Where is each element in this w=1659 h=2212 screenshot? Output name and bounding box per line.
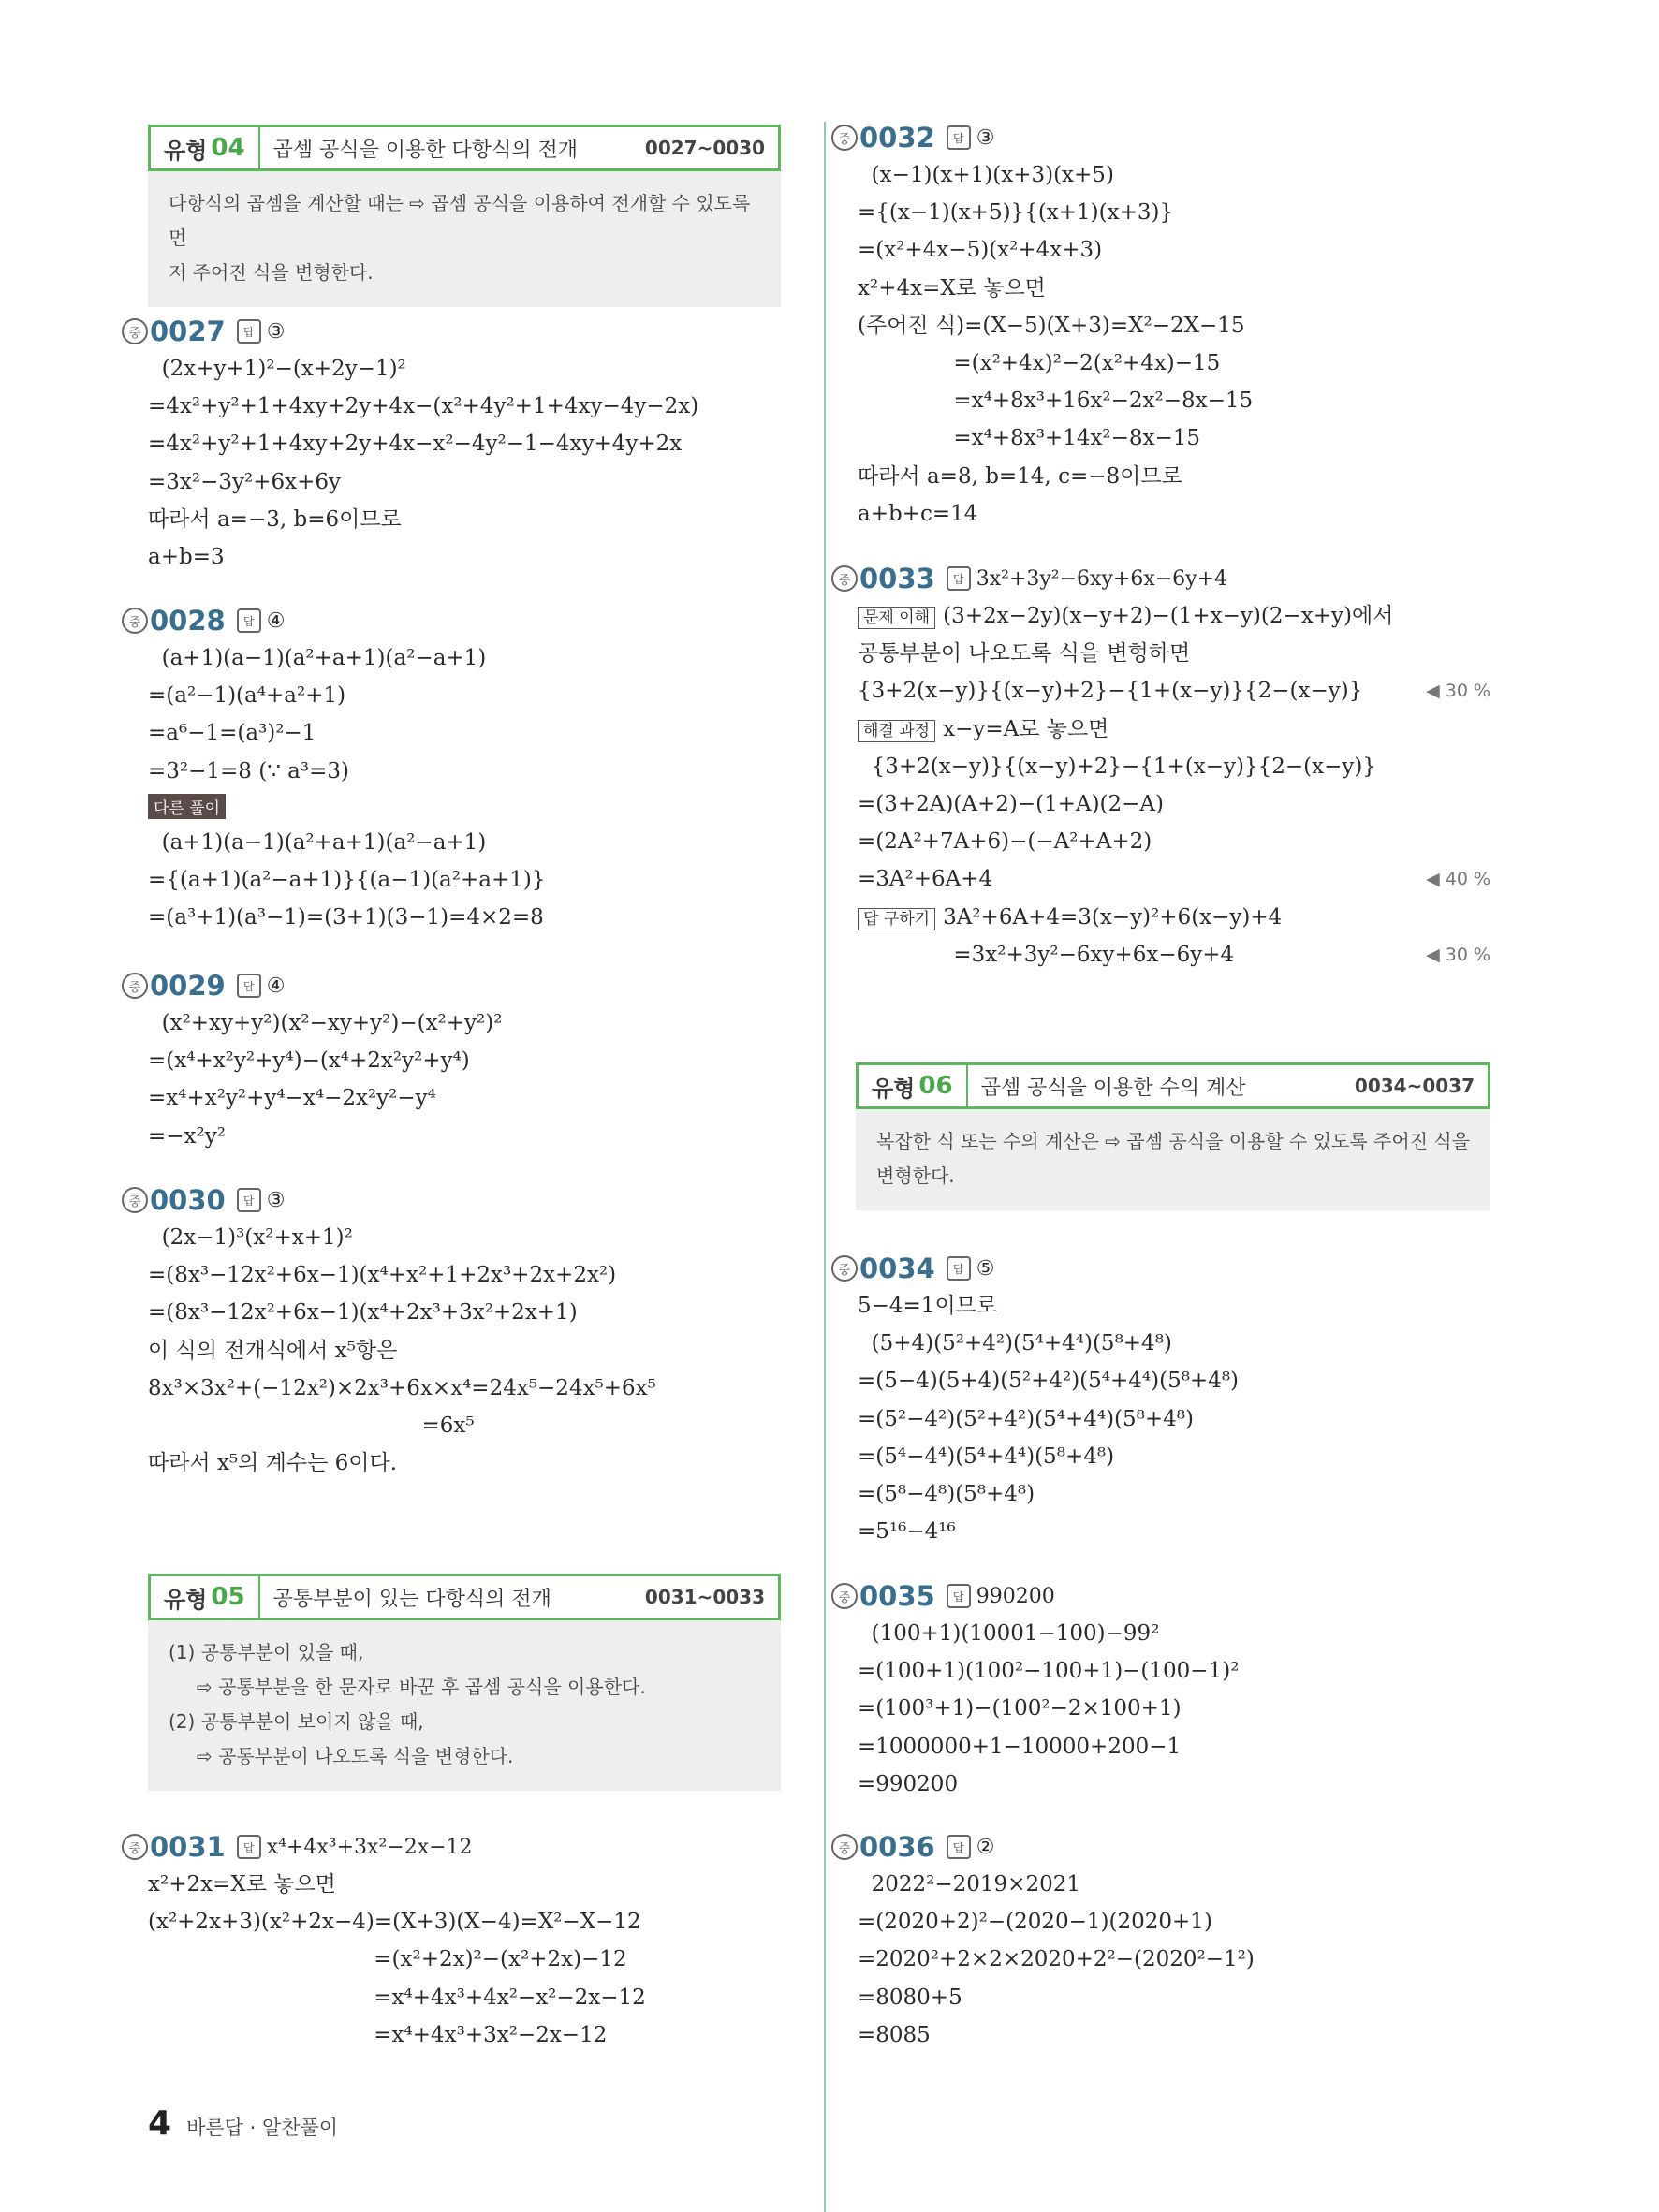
answer-value: ③	[976, 125, 995, 150]
type-06-header	[856, 1062, 1490, 1109]
problem-0027	[122, 313, 796, 576]
solution-line: 따라서 x⁵의 계수는 6이다.	[148, 1451, 398, 1476]
solution-line: =6x⁵	[148, 1414, 475, 1439]
problem-header	[831, 560, 1490, 597]
solution-line: (x−1)(x+1)(x+3)(x+5)	[858, 163, 1114, 187]
solution-line: =(a²−1)(a⁴+a²+1)	[148, 683, 346, 709]
score-percent: ◀ 30 %	[1426, 681, 1490, 702]
solution-line: 8x³×3x²+(−12x²)×2x³+6x×x⁴=24x⁵−24x⁵+6x⁵	[148, 1375, 656, 1400]
solution-line: 3A²+6A+4=3(x−y)²+6(x−y)+4	[943, 904, 1283, 930]
type-number: 06	[918, 1072, 953, 1100]
solution-line: =(8x³−12x²+6x−1)(x⁴+2x³+3x²+2x+1)	[148, 1300, 578, 1326]
solution-line: =a⁶−1=(a³)²−1	[148, 721, 316, 746]
type-04-description	[148, 171, 781, 307]
problem-number: 0036	[859, 1831, 935, 1863]
desc-line: 저 주어진 식을 변형한다.	[169, 261, 374, 284]
solution-line: =(5−4)(5+4)(5²+4²)(5⁴+4⁴)(5⁸+4⁸)	[858, 1369, 1240, 1394]
solution-line: {3+2(x−y)}{(x−y)+2}−{1+(x−y)}{2−(x−y)}	[858, 754, 1376, 779]
solution-line: 따라서 a=−3, b=6이므로	[148, 506, 402, 532]
solution-line: =4x²+y²+1+4xy+2y+4x−x²−4y²−1−4xy+4y+2x	[148, 432, 683, 457]
solution-line: {3+2(x−y)}{(x−y)+2}−{1+(x−y)}{2−(x−y)}	[858, 679, 1363, 704]
page-footer	[148, 2104, 338, 2143]
type-label: 유형	[164, 137, 208, 164]
problem-header	[831, 1250, 1505, 1287]
type-range: 0034~0037	[1354, 1075, 1475, 1097]
solution-line: (2x+y+1)²−(x+2y−1)²	[148, 357, 406, 381]
solution-line: ={(a+1)(a²−a+1)}{(a−1)(a²+a+1)}	[148, 868, 546, 893]
problem-0028	[122, 602, 796, 936]
solution-line: (3+2x−2y)(x−y+2)−(1+x−y)(2−x+y)에서	[943, 604, 1394, 628]
problem-number: 0030	[150, 1184, 226, 1216]
desc-line: (1) 공통부분이 있을 때,	[169, 1641, 364, 1663]
desc-line: (2) 공통부분이 보이지 않을 때,	[169, 1710, 424, 1733]
answer-icon: 답	[237, 974, 261, 998]
answer-icon: 답	[947, 1256, 971, 1281]
tag-answer: 답 구하기	[858, 908, 935, 930]
level-icon: 중	[831, 565, 858, 592]
problem-number: 0028	[150, 605, 226, 637]
solution-line: =8080+5	[858, 1985, 962, 2010]
answer-value: ③	[266, 319, 286, 344]
solution-line: =(x²+4x)²−2(x²+4x)−15	[858, 351, 1221, 376]
desc-line: 다항식의 곱셈을 계산할 때는 ⇨ 곱셈 공식을 이용하여 전개할 수 있도록 먼	[169, 192, 751, 249]
problem-header	[122, 967, 796, 1004]
problem-0036	[831, 1828, 1505, 2054]
solution-line: =(5⁸−4⁸)(5⁸+4⁸)	[858, 1482, 1035, 1507]
solution-line: =(100³+1)−(100²−2×100+1)	[858, 1696, 1182, 1721]
desc-line: ⇨ 공통부분을 한 문자로 바꾼 후 곱셈 공식을 이용한다.	[197, 1676, 646, 1698]
book-title: 바른답 · 알찬풀이	[186, 2117, 339, 2139]
solution-line: =5¹⁶−4¹⁶	[858, 1519, 956, 1545]
problem-0029	[122, 967, 796, 1155]
type-label: 유형	[872, 1075, 916, 1102]
problem-0032	[831, 119, 1505, 533]
solution-line: 2022²−2019×2021	[858, 1872, 1080, 1897]
answer-value: x⁴+4x³+3x²−2x−12	[266, 1835, 473, 1859]
problem-number: 0027	[150, 315, 226, 347]
problem-header	[122, 602, 796, 639]
level-icon: 중	[122, 608, 148, 634]
solution-line: (x²+xy+y²)(x²−xy+y²)−(x²+y²)²	[148, 1011, 503, 1035]
answer-value: ④	[266, 974, 286, 998]
problem-header	[122, 313, 796, 350]
solution-line: x²+2x=X로 놓으면	[148, 1872, 336, 1897]
solution-line: ={(x−1)(x+5)}{(x+1)(x+3)}	[858, 200, 1174, 226]
solution-line: 이 식의 전개식에서 x⁵항은	[148, 1338, 398, 1363]
type-06-box	[856, 1062, 1490, 1210]
answer-value: ⑤	[976, 1256, 995, 1281]
score-percent: ◀ 30 %	[1426, 944, 1490, 965]
answer-icon: 답	[237, 319, 261, 344]
type-title: 곱셈 공식을 이용한 수의 계산	[980, 1076, 1246, 1100]
problem-header	[831, 119, 1505, 156]
solution-line: =(a³+1)(a³−1)=(3+1)(3−1)=4×2=8	[148, 905, 544, 930]
level-icon: 중	[122, 1834, 148, 1860]
solution-line: =x⁴+x²y²+y⁴−x⁴−2x²y²−y⁴	[148, 1086, 436, 1111]
solution-line: =−x²y²	[148, 1123, 226, 1149]
solution-line: (a+1)(a−1)(a²+a+1)(a²−a+1)	[148, 646, 487, 670]
type-04-header	[148, 125, 781, 171]
solution-line: x²+4x=X로 놓으면	[858, 275, 1046, 300]
solution-line: =x⁴+4x³+4x²−x²−2x−12	[148, 1985, 646, 2010]
score-percent: ◀ 40 %	[1426, 869, 1490, 890]
type-title: 곱셈 공식을 이용한 다항식의 전개	[272, 138, 579, 162]
type-05-description	[148, 1620, 781, 1791]
solution-line: =(x⁴+x²y²+y⁴)−(x⁴+2x²y²+y⁴)	[148, 1048, 470, 1074]
level-icon: 중	[122, 318, 148, 344]
level-icon: 중	[831, 125, 858, 151]
problem-header	[122, 1181, 796, 1219]
page-number: 4	[148, 2104, 172, 2143]
solution-line: =(5⁴−4⁴)(5⁴+4⁴)(5⁸+4⁸)	[858, 1443, 1115, 1469]
solution-line: a+b=3	[148, 545, 225, 570]
solution-line: =3x²−3y²+6x+6y	[148, 469, 341, 494]
solution-line: (100+1)(10001−100)−99²	[858, 1621, 1160, 1646]
solution-line: x−y=A로 놓으면	[943, 716, 1109, 741]
problem-header	[831, 1828, 1505, 1866]
problem-0030	[122, 1181, 796, 1482]
answer-value: ③	[266, 1188, 286, 1212]
type-range: 0031~0033	[644, 1586, 765, 1608]
problem-number: 0035	[859, 1580, 935, 1612]
desc-line: ⇨ 공통부분이 나오도록 식을 변형한다.	[197, 1745, 514, 1767]
solution-line: =4x²+y²+1+4xy+2y+4x−(x²+4y²+1+4xy−4y−2x)	[148, 394, 699, 419]
solution-line: =(3+2A)(A+2)−(1+A)(2−A)	[858, 792, 1165, 817]
solution-line: =990200	[858, 1771, 959, 1796]
solution-line: 따라서 a=8, b=14, c=−8이므로	[858, 463, 1182, 489]
type-04-box	[148, 125, 781, 307]
solution-line: =(2020+2)²−(2020−1)(2020+1)	[858, 1910, 1212, 1935]
solution-line: (2x−1)³(x²+x+1)²	[148, 1225, 353, 1250]
solution-line: =2020²+2×2×2020+2²−(2020²−1²)	[858, 1947, 1255, 1972]
tag-process: 해결 과정	[858, 720, 935, 742]
solution-line: =1000000+1−10000+200−1	[858, 1734, 1182, 1759]
solution-line: =(x²+2x)²−(x²+2x)−12	[148, 1947, 627, 1972]
problem-header	[122, 1828, 815, 1866]
level-icon: 중	[831, 1255, 858, 1282]
level-icon: 중	[122, 1187, 148, 1213]
column-divider	[824, 122, 826, 2212]
solution-line: =3x²+3y²−6xy+6x−6y+4	[858, 942, 1235, 967]
desc-line: 복잡한 식 또는 수의 계산은 ⇨ 곱셈 공식을 이용할 수 있도록 주어진 식을	[876, 1130, 1471, 1152]
answer-icon: 답	[237, 1835, 261, 1859]
answer-value: ②	[976, 1835, 995, 1859]
type-05-box	[148, 1574, 781, 1791]
answer-icon: 답	[947, 125, 971, 150]
problem-0034	[831, 1250, 1505, 1550]
problem-number: 0031	[150, 1831, 226, 1863]
problem-0031	[122, 1828, 815, 2054]
answer-icon: 답	[947, 1835, 971, 1859]
problem-header	[831, 1577, 1505, 1615]
solution-line: 5−4=1이므로	[858, 1294, 998, 1318]
solution-line: =3²−1=8 (∵ a³=3)	[148, 758, 349, 784]
problem-0033	[831, 560, 1490, 974]
problem-number: 0032	[859, 122, 935, 154]
level-icon: 중	[831, 1583, 858, 1609]
solution-line: =x⁴+8x³+14x²−8x−15	[858, 426, 1201, 451]
desc-line: 변형한다.	[876, 1165, 955, 1187]
solution-line: =(100+1)(100²−100+1)−(100−1)²	[858, 1659, 1240, 1684]
type-number: 04	[211, 134, 245, 162]
type-title: 공통부분이 있는 다항식의 전개	[272, 1587, 551, 1611]
solution-line: =x⁴+4x³+3x²−2x−12	[148, 2022, 608, 2047]
problem-0035	[831, 1577, 1505, 1803]
answer-icon: 답	[237, 1188, 261, 1212]
alt-solution-tag: 다른 풀이	[148, 794, 226, 819]
solution-line: =(2A²+7A+6)−(−A²+A+2)	[858, 829, 1152, 855]
answer-icon: 답	[237, 608, 261, 633]
answer-icon: 답	[947, 566, 971, 591]
type-range: 0027~0030	[644, 137, 765, 159]
type-label: 유형	[164, 1586, 208, 1613]
solution-line: (주어진 식)=(X−5)(X+3)=X²−2X−15	[858, 313, 1245, 338]
tag-understand: 문제 이해	[858, 607, 935, 629]
type-number: 05	[211, 1583, 245, 1611]
level-icon: 중	[831, 1834, 858, 1860]
answer-value: 3x²+3y²−6xy+6x−6y+4	[976, 566, 1228, 591]
solution-line: (x²+2x+3)(x²+2x−4)=(X+3)(X−4)=X²−X−12	[148, 1910, 641, 1935]
solution-line: =(x²+4x−5)(x²+4x+3)	[858, 238, 1103, 263]
solution-line: a+b+c=14	[858, 501, 978, 526]
solution-line: =3A²+6A+4	[858, 867, 993, 892]
type-05-header	[148, 1574, 781, 1620]
solution-line: 공통부분이 나오도록 식을 변형하면	[858, 641, 1191, 667]
solution-line: =x⁴+8x³+16x²−2x²−8x−15	[858, 388, 1254, 414]
answer-icon: 답	[947, 1584, 971, 1608]
problem-number: 0033	[859, 563, 935, 594]
solution-line: =8085	[858, 2022, 931, 2047]
problem-number: 0034	[859, 1252, 935, 1284]
solution-line: =(8x³−12x²+6x−1)(x⁴+x²+1+2x³+2x+2x²)	[148, 1263, 617, 1288]
solution-line: (5+4)(5²+4²)(5⁴+4⁴)(5⁸+4⁸)	[858, 1331, 1172, 1356]
answer-value: 990200	[976, 1584, 1055, 1608]
type-06-description	[856, 1109, 1490, 1210]
level-icon: 중	[122, 973, 148, 999]
solution-line: (a+1)(a−1)(a²+a+1)(a²−a+1)	[148, 829, 487, 855]
answer-value: ④	[266, 608, 286, 633]
solution-line: =(5²−4²)(5²+4²)(5⁴+4⁴)(5⁸+4⁸)	[858, 1406, 1194, 1431]
problem-number: 0029	[150, 970, 226, 1002]
